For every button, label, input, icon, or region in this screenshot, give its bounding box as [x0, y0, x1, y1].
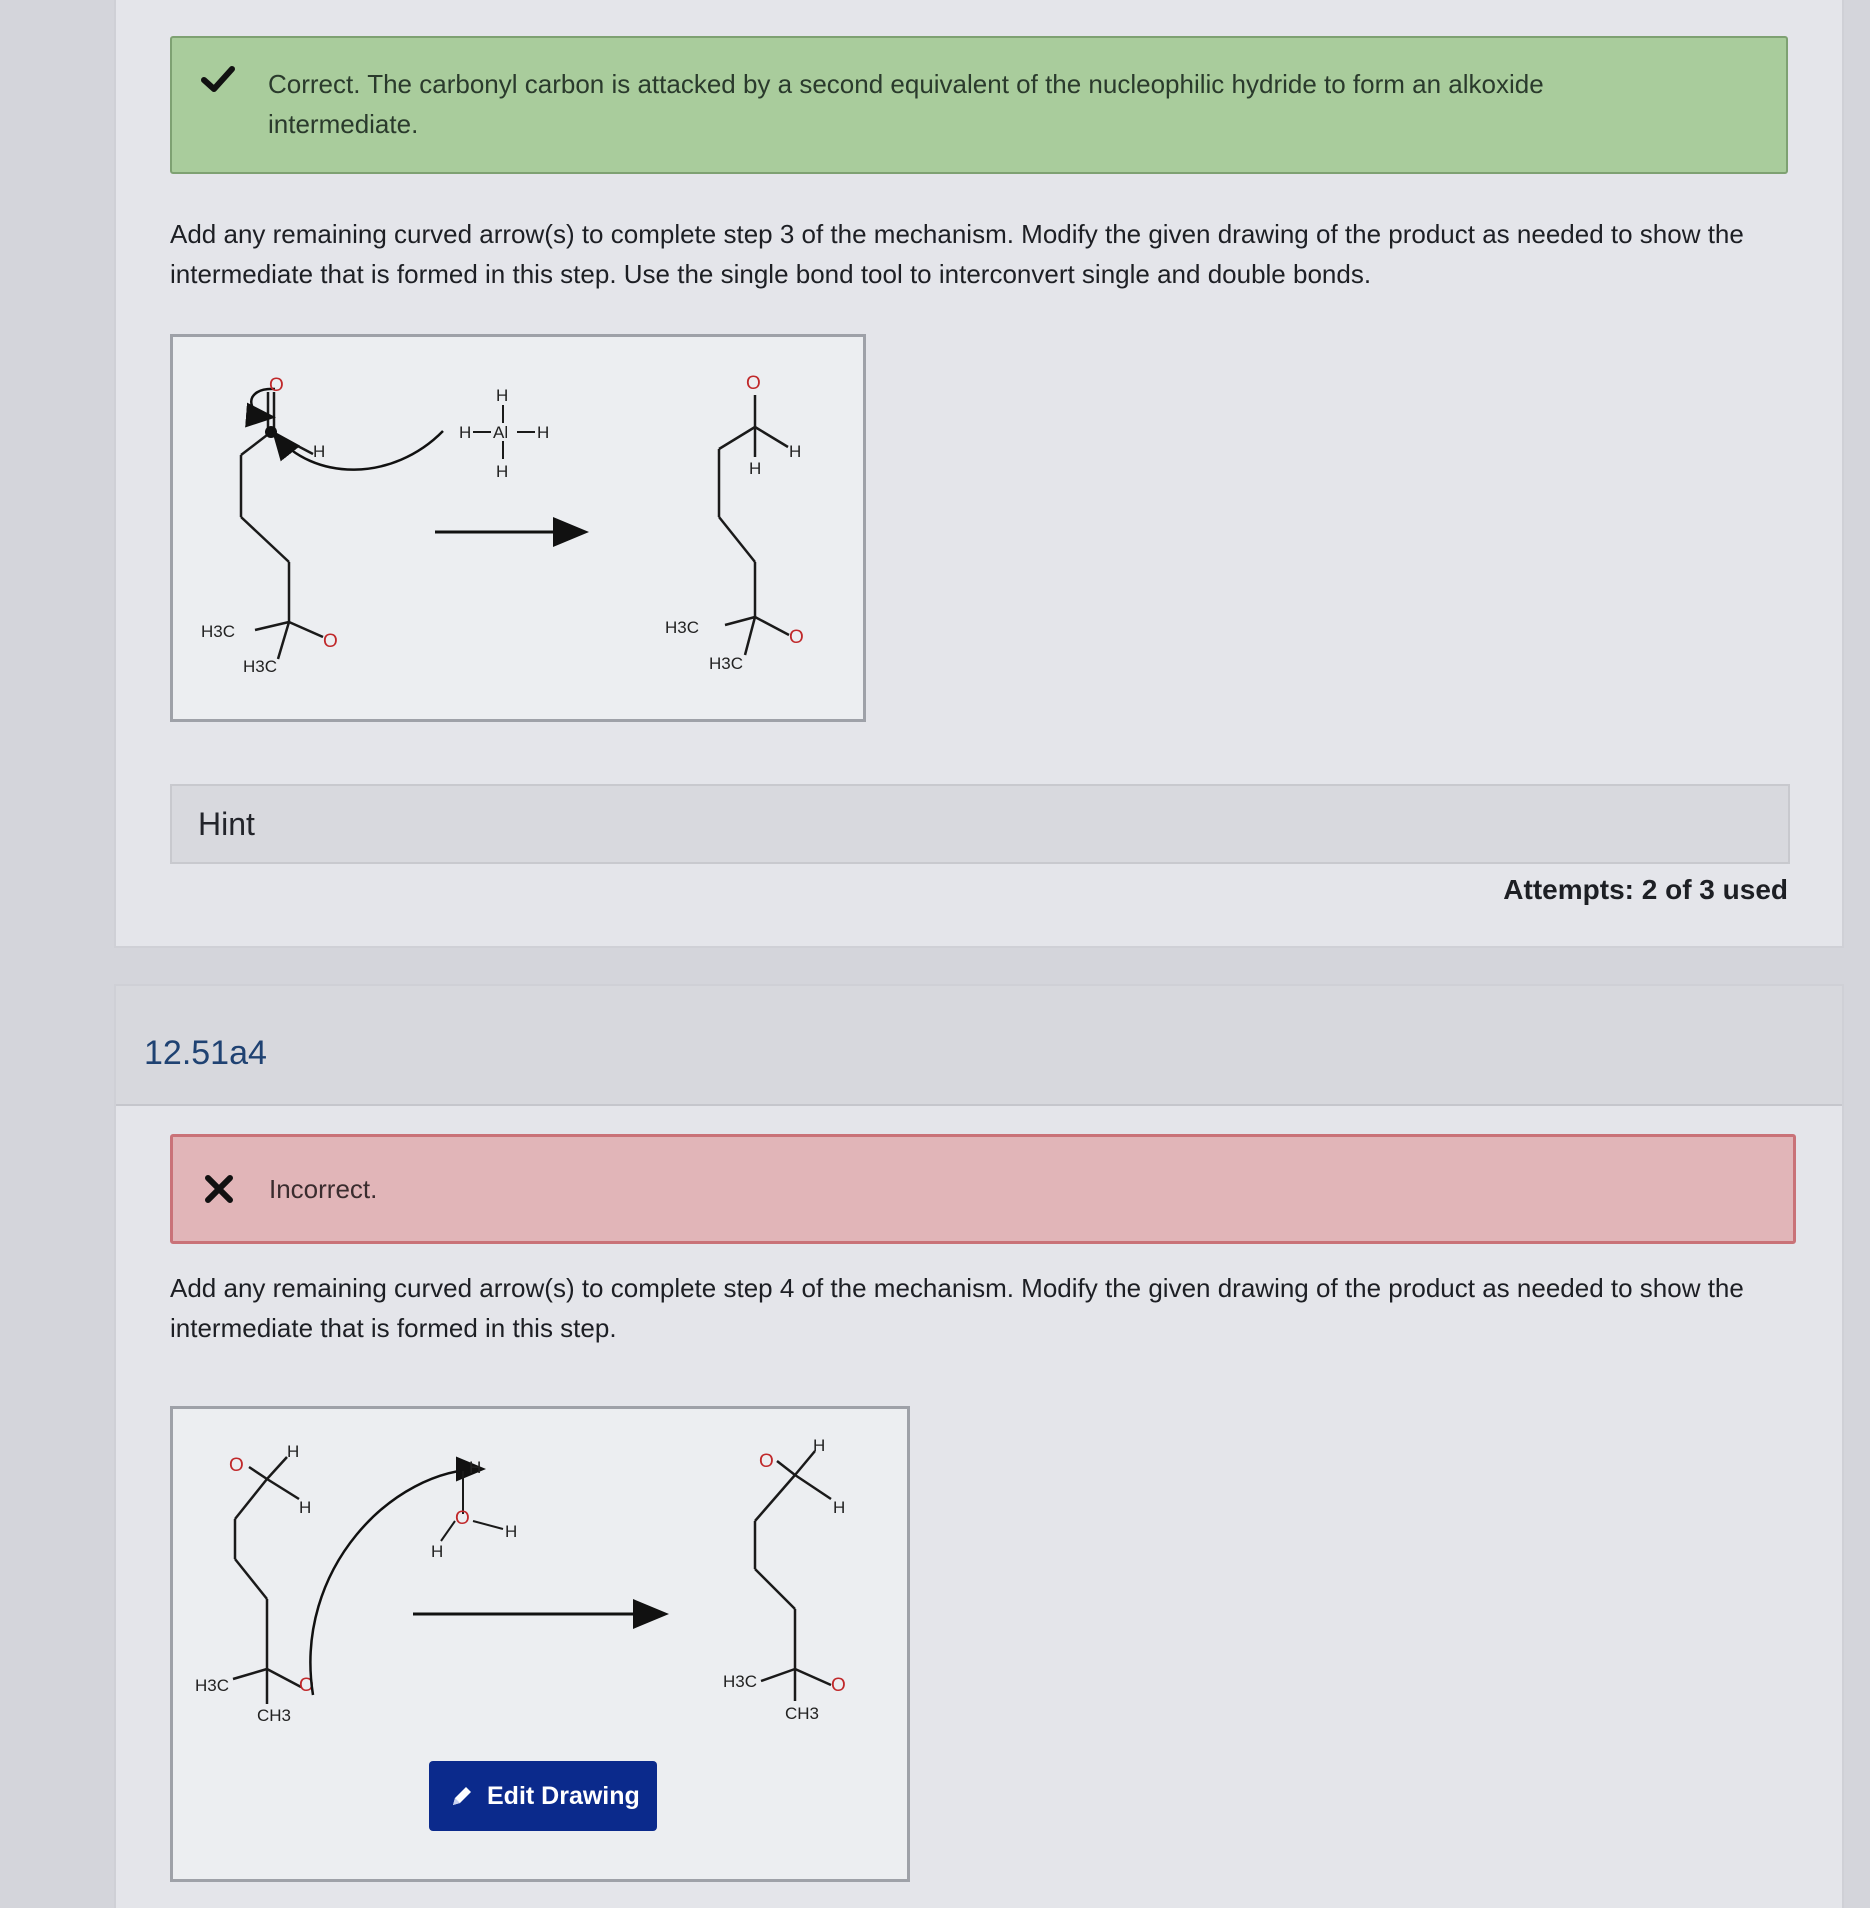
product-h-bottom: H [749, 459, 762, 478]
water-h-left: H [431, 1542, 444, 1561]
reactant-h-top: H [287, 1442, 300, 1461]
product-h-top: H [813, 1436, 826, 1455]
methyl-label-bottom: H3C [243, 657, 278, 676]
reactant-oxygen-top: O [229, 1455, 244, 1476]
hydride-h-right: H [537, 423, 550, 442]
mechanism-drawing-step3 [173, 337, 863, 719]
hint-button[interactable]: Hint [170, 784, 1790, 864]
attempts-counter: Attempts: 2 of 3 used [1503, 874, 1788, 905]
hydride-h-top: H [496, 386, 509, 405]
question-id: 12.51a4 [144, 1034, 267, 1072]
curved-arrow-proton-transfer [310, 1469, 481, 1695]
pencil-icon [449, 1783, 475, 1809]
feedback-message: Incorrect. [269, 1174, 378, 1204]
product-methyl-bottom: CH3 [785, 1704, 820, 1723]
product-methyl-bottom: H3C [709, 654, 744, 673]
alkoxide-oxygen: O [323, 631, 338, 652]
product-oxygen-top: O [759, 1451, 774, 1472]
product-h-right: H [833, 1498, 846, 1517]
water-oxygen: O [455, 1508, 470, 1529]
product-h-right: H [789, 442, 802, 461]
product-methyl-left: H3C [723, 1672, 758, 1691]
check-icon [200, 62, 236, 98]
question-instructions: Add any remaining curved arrow(s) to complete step 3 of the mechanism. Modify the given drawing of the product as needed to show the intermediate that is formed in this step. Use the single bond tool to interconvert single and double bonds. [170, 219, 1744, 289]
incorrect-feedback-banner [170, 1134, 1796, 1244]
product-alkoxide-oxygen: O [789, 627, 804, 648]
carbonyl-oxygen: O [269, 375, 284, 396]
mechanism-drawing-canvas[interactable] [170, 334, 866, 722]
curved-arrow-hydride [275, 431, 443, 470]
x-icon [201, 1171, 237, 1207]
question-panel-step3 [114, 0, 1844, 948]
hydride-h-left: H [459, 423, 472, 442]
product-skeleton [755, 1451, 831, 1701]
alkoxide-oxygen: O [299, 1675, 314, 1696]
water-molecule [441, 1471, 503, 1541]
reactant-skeleton [241, 392, 326, 659]
water-h-top: H [469, 1458, 482, 1477]
methyl-label-bottom: CH3 [257, 1706, 292, 1725]
question-header [116, 986, 1842, 1106]
reactant-h-right: H [299, 1498, 312, 1517]
hydride-h-bottom: H [496, 462, 509, 481]
edit-drawing-label: Edit Drawing [487, 1782, 640, 1810]
reactant-skeleton [233, 1457, 301, 1704]
correct-feedback-banner [170, 36, 1788, 174]
aldehyde-hydrogen: H [313, 442, 326, 461]
aluminum-atom: Al [493, 423, 509, 442]
methyl-label-left: H3C [195, 1676, 230, 1695]
mechanism-drawing-canvas[interactable] [170, 1406, 910, 1882]
water-h-right: H [505, 1522, 518, 1541]
product-methyl-left: H3C [665, 618, 700, 637]
product-alkoxide-oxygen: O [831, 1675, 846, 1696]
edit-drawing-button[interactable] [429, 1761, 657, 1831]
question-instructions: Add any remaining curved arrow(s) to complete step 4 of the mechanism. Modify the given drawing of the product as needed to show the intermediate that is formed in this step. [170, 1273, 1744, 1343]
methyl-label-left: H3C [201, 622, 236, 641]
feedback-message: Correct. The carbonyl carbon is attacked by a second equivalent of the nucleophilic hydride to form an alkoxide intermediate. [268, 69, 1544, 139]
product-alkoxide-oxygen-top: O [746, 373, 761, 394]
question-panel-step4 [114, 984, 1844, 1908]
product-skeleton [719, 395, 789, 655]
